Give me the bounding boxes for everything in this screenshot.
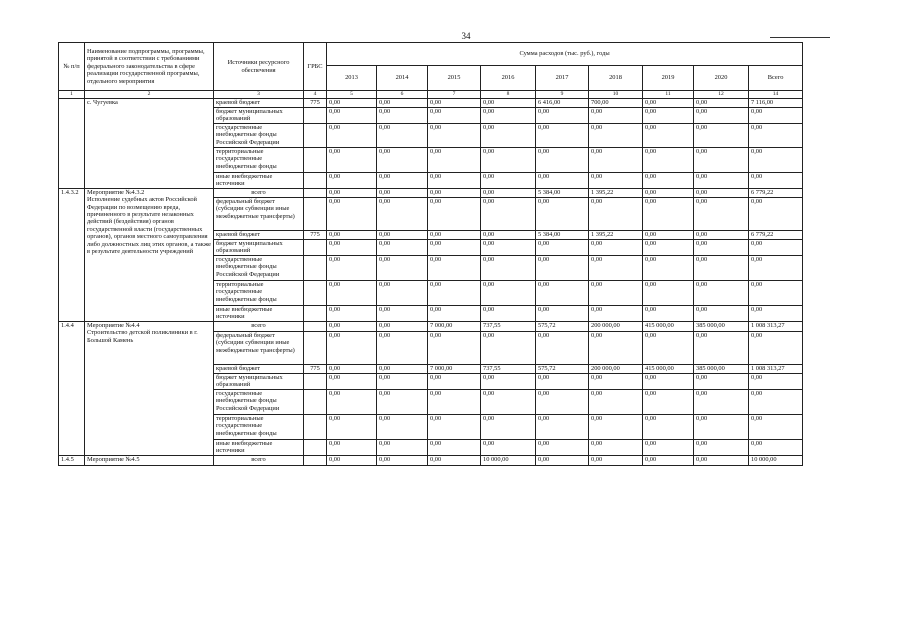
amount-cell: 0,00 xyxy=(428,173,481,189)
amount-cell: 0,00 xyxy=(749,108,803,124)
grbs-code: 775 xyxy=(304,231,327,240)
amount-cell: 0,00 xyxy=(589,306,643,322)
amount-cell: 0,00 xyxy=(749,390,803,415)
amount-cell: 0,00 xyxy=(643,390,694,415)
amount-cell: 0,00 xyxy=(327,108,377,124)
amount-cell: 0,00 xyxy=(327,415,377,440)
amount-cell: 0,00 xyxy=(536,306,589,322)
amount-cell: 415 000,00 xyxy=(643,365,694,374)
amount-cell: 0,00 xyxy=(749,198,803,231)
column-number: 9 xyxy=(536,91,589,99)
grbs-code: 775 xyxy=(304,99,327,108)
funding-source: краевой бюджет xyxy=(214,99,304,108)
amount-cell: 0,00 xyxy=(643,332,694,365)
amount-cell: 0,00 xyxy=(377,124,428,148)
funding-source: краевой бюджет xyxy=(214,365,304,374)
amount-cell: 0,00 xyxy=(481,99,536,108)
amount-cell: 0,00 xyxy=(327,374,377,390)
amount-cell: 7 000,00 xyxy=(428,365,481,374)
amount-cell: 0,00 xyxy=(589,281,643,306)
amount-cell: 0,00 xyxy=(428,99,481,108)
amount-cell: 0,00 xyxy=(536,390,589,415)
amount-cell: 575,72 xyxy=(536,322,589,332)
grbs-code xyxy=(304,173,327,189)
amount-cell: 0,00 xyxy=(536,124,589,148)
amount-cell: 1 008 313,27 xyxy=(749,322,803,332)
amount-cell: 0,00 xyxy=(694,148,749,173)
grbs-code xyxy=(304,415,327,440)
grbs-code xyxy=(304,281,327,306)
amount-cell: 0,00 xyxy=(428,440,481,456)
column-number: 4 xyxy=(304,91,327,99)
funding-source: территориальные государственные внебюджетные фонды xyxy=(214,281,304,306)
header-source: Источники ресурсного обеспечения xyxy=(214,43,304,91)
funding-source: территориальные государственные внебюджетные фонды xyxy=(214,415,304,440)
amount-cell: 0,00 xyxy=(536,148,589,173)
column-number: 5 xyxy=(327,91,377,99)
amount-cell: 575,72 xyxy=(536,365,589,374)
amount-cell: 0,00 xyxy=(694,415,749,440)
year-header: 2020 xyxy=(694,66,749,91)
amount-cell: 0,00 xyxy=(694,198,749,231)
amount-cell: 0,00 xyxy=(536,256,589,281)
amount-cell: 0,00 xyxy=(749,148,803,173)
amount-cell: 0,00 xyxy=(589,332,643,365)
amount-cell: 0,00 xyxy=(643,440,694,456)
amount-cell: 0,00 xyxy=(327,189,377,198)
funding-source: иные внебюджетные источники xyxy=(214,173,304,189)
amount-cell: 0,00 xyxy=(327,198,377,231)
amount-cell: 0,00 xyxy=(589,148,643,173)
amount-cell: 0,00 xyxy=(694,332,749,365)
column-number: 2 xyxy=(85,91,214,99)
grbs-code xyxy=(304,240,327,256)
grbs-code xyxy=(304,198,327,231)
amount-cell: 0,00 xyxy=(377,189,428,198)
item-name: Мероприятие №4.3.2 xyxy=(87,189,145,196)
amount-cell: 0,00 xyxy=(694,281,749,306)
table-body xyxy=(59,99,803,466)
amount-cell: 0,00 xyxy=(694,374,749,390)
item-description: Строительство детской поликлиники в г. Большой Камень xyxy=(87,329,198,344)
amount-cell: 0,00 xyxy=(481,173,536,189)
year-header: 2016 xyxy=(481,66,536,91)
amount-cell: 0,00 xyxy=(428,256,481,281)
amount-cell: 0,00 xyxy=(327,124,377,148)
item-name: Мероприятие №4.5 xyxy=(87,456,140,463)
column-number: 14 xyxy=(749,91,803,99)
amount-cell: 0,00 xyxy=(481,198,536,231)
funding-source: всего xyxy=(214,189,304,198)
amount-cell: 10 000,00 xyxy=(749,456,803,466)
amount-cell: 0,00 xyxy=(589,415,643,440)
amount-cell: 0,00 xyxy=(481,148,536,173)
funding-source: государственные внебюджетные фонды Российской Федерации xyxy=(214,256,304,281)
year-header: Всего xyxy=(749,66,803,91)
amount-cell: 6 416,00 xyxy=(536,99,589,108)
column-number: 11 xyxy=(643,91,694,99)
amount-cell: 0,00 xyxy=(481,189,536,198)
amount-cell: 0,00 xyxy=(481,440,536,456)
grbs-code: 775 xyxy=(304,365,327,374)
funding-source: государственные внебюджетные фонды Российской Федерации xyxy=(214,124,304,148)
amount-cell: 0,00 xyxy=(377,240,428,256)
amount-cell: 0,00 xyxy=(749,440,803,456)
grbs-code xyxy=(304,108,327,124)
amount-cell: 0,00 xyxy=(643,415,694,440)
amount-cell: 0,00 xyxy=(327,99,377,108)
amount-cell: 0,00 xyxy=(327,440,377,456)
item-name-cell xyxy=(85,99,214,189)
amount-cell: 6 779,22 xyxy=(749,231,803,240)
amount-cell: 0,00 xyxy=(536,415,589,440)
grbs-code xyxy=(304,256,327,281)
amount-cell: 0,00 xyxy=(694,256,749,281)
amount-cell: 0,00 xyxy=(327,240,377,256)
grbs-code xyxy=(304,332,327,365)
item-number: 1.4.5 xyxy=(59,456,85,466)
amount-cell: 0,00 xyxy=(377,256,428,281)
amount-cell: 0,00 xyxy=(643,281,694,306)
amount-cell: 0,00 xyxy=(643,240,694,256)
grbs-code xyxy=(304,374,327,390)
amount-cell: 0,00 xyxy=(749,281,803,306)
column-number: 3 xyxy=(214,91,304,99)
table-row xyxy=(59,99,803,108)
amount-cell: 0,00 xyxy=(377,198,428,231)
amount-cell: 0,00 xyxy=(481,374,536,390)
amount-cell: 0,00 xyxy=(377,332,428,365)
item-name-cell xyxy=(85,456,214,466)
item-number: 1.4.4 xyxy=(59,322,85,456)
grbs-code xyxy=(304,189,327,198)
amount-cell: 1 395,22 xyxy=(589,231,643,240)
amount-cell: 385 000,00 xyxy=(694,365,749,374)
amount-cell: 0,00 xyxy=(377,440,428,456)
column-number: 7 xyxy=(428,91,481,99)
amount-cell: 0,00 xyxy=(377,281,428,306)
amount-cell: 1 395,22 xyxy=(589,189,643,198)
amount-cell: 0,00 xyxy=(481,415,536,440)
amount-cell: 0,00 xyxy=(536,456,589,466)
amount-cell: 0,00 xyxy=(694,124,749,148)
amount-cell: 0,00 xyxy=(327,365,377,374)
amount-cell: 200 000,00 xyxy=(589,365,643,374)
grbs-code xyxy=(304,440,327,456)
amount-cell: 0,00 xyxy=(377,306,428,322)
amount-cell: 0,00 xyxy=(377,108,428,124)
header-rule xyxy=(770,37,830,38)
funding-source: бюджет муниципальных образований xyxy=(214,108,304,124)
amount-cell: 7 000,00 xyxy=(428,322,481,332)
amount-cell: 0,00 xyxy=(327,306,377,322)
item-number xyxy=(59,99,85,189)
amount-cell: 0,00 xyxy=(589,240,643,256)
funding-source: бюджет муниципальных образований xyxy=(214,240,304,256)
amount-cell: 0,00 xyxy=(589,390,643,415)
amount-cell: 0,00 xyxy=(589,440,643,456)
header-name: Наименование подпрограммы, программы, принятой в соответствии с требованиями федерального законодательства в сфере реализации государственной программы, отдельного мероприятия xyxy=(85,43,214,91)
amount-cell: 0,00 xyxy=(694,173,749,189)
amount-cell: 0,00 xyxy=(481,332,536,365)
grbs-code xyxy=(304,322,327,332)
amount-cell: 737,55 xyxy=(481,365,536,374)
amount-cell: 0,00 xyxy=(749,124,803,148)
amount-cell: 0,00 xyxy=(643,306,694,322)
amount-cell: 0,00 xyxy=(481,256,536,281)
amount-cell: 0,00 xyxy=(481,240,536,256)
funding-source: иные внебюджетные источники xyxy=(214,306,304,322)
amount-cell: 0,00 xyxy=(589,108,643,124)
amount-cell: 0,00 xyxy=(589,374,643,390)
amount-cell: 0,00 xyxy=(589,173,643,189)
amount-cell: 0,00 xyxy=(694,99,749,108)
amount-cell: 0,00 xyxy=(694,231,749,240)
amount-cell: 0,00 xyxy=(327,332,377,365)
item-number: 1.4.3.2 xyxy=(59,189,85,322)
amount-cell: 0,00 xyxy=(377,322,428,332)
amount-cell: 10 000,00 xyxy=(481,456,536,466)
amount-cell: 0,00 xyxy=(428,374,481,390)
amount-cell: 0,00 xyxy=(377,173,428,189)
amount-cell: 0,00 xyxy=(377,456,428,466)
amount-cell: 0,00 xyxy=(589,124,643,148)
amount-cell: 0,00 xyxy=(428,390,481,415)
year-header: 2013 xyxy=(327,66,377,91)
budget-table xyxy=(58,42,803,466)
amount-cell: 0,00 xyxy=(428,240,481,256)
amount-cell: 415 000,00 xyxy=(643,322,694,332)
item-description: Исполнение судебных актов Российской Федерации по возмещению вреда, причиненного в результате незаконных действий (бездействия) органов государственной власти (государственных органов), органов местного самоуправления либо должностных лиц этих органов, а также в результате деятельности учреждений xyxy=(87,196,211,255)
amount-cell: 0,00 xyxy=(428,124,481,148)
amount-cell: 5 384,00 xyxy=(536,189,589,198)
amount-cell: 0,00 xyxy=(694,456,749,466)
grbs-code xyxy=(304,390,327,415)
header-num: № п/п xyxy=(59,43,85,91)
funding-source: бюджет муниципальных образований xyxy=(214,374,304,390)
amount-cell: 0,00 xyxy=(643,374,694,390)
header-sum: Сумма расходов (тыс. руб.), годы xyxy=(327,43,803,66)
amount-cell: 7 116,00 xyxy=(749,99,803,108)
year-header: 2015 xyxy=(428,66,481,91)
amount-cell: 0,00 xyxy=(694,306,749,322)
amount-cell: 385 000,00 xyxy=(694,322,749,332)
grbs-code xyxy=(304,306,327,322)
amount-cell: 0,00 xyxy=(428,306,481,322)
funding-source: федеральный бюджет (субсидии субвенции иные межбюджетные трансферты) xyxy=(214,198,304,231)
amount-cell: 1 008 313,27 xyxy=(749,365,803,374)
amount-cell: 0,00 xyxy=(428,415,481,440)
amount-cell: 0,00 xyxy=(428,231,481,240)
amount-cell: 0,00 xyxy=(327,256,377,281)
amount-cell: 0,00 xyxy=(694,108,749,124)
amount-cell: 737,55 xyxy=(481,322,536,332)
column-number: 6 xyxy=(377,91,428,99)
amount-cell: 0,00 xyxy=(377,148,428,173)
column-number: 8 xyxy=(481,91,536,99)
amount-cell: 0,00 xyxy=(749,374,803,390)
item-name: Мероприятие №4.4 xyxy=(87,322,140,329)
amount-cell: 0,00 xyxy=(643,148,694,173)
amount-cell: 0,00 xyxy=(536,198,589,231)
amount-cell: 0,00 xyxy=(643,198,694,231)
amount-cell: 5 384,00 xyxy=(536,231,589,240)
amount-cell: 0,00 xyxy=(377,231,428,240)
amount-cell: 0,00 xyxy=(481,124,536,148)
amount-cell: 0,00 xyxy=(749,173,803,189)
amount-cell: 0,00 xyxy=(694,390,749,415)
grbs-code xyxy=(304,148,327,173)
year-header: 2019 xyxy=(643,66,694,91)
amount-cell: 0,00 xyxy=(481,231,536,240)
amount-cell: 0,00 xyxy=(327,281,377,306)
table-row xyxy=(59,456,803,466)
funding-source: всего xyxy=(214,456,304,466)
amount-cell: 700,00 xyxy=(589,99,643,108)
column-numbers-row xyxy=(59,91,803,99)
grbs-code xyxy=(304,124,327,148)
amount-cell: 0,00 xyxy=(536,240,589,256)
amount-cell: 0,00 xyxy=(377,390,428,415)
amount-cell: 0,00 xyxy=(327,390,377,415)
amount-cell: 0,00 xyxy=(536,173,589,189)
item-name: с. Чугуевка xyxy=(87,99,118,106)
funding-source: всего xyxy=(214,322,304,332)
table-row xyxy=(59,322,803,332)
amount-cell: 0,00 xyxy=(643,124,694,148)
column-number: 12 xyxy=(694,91,749,99)
table-row xyxy=(59,189,803,198)
funding-source: территориальные государственные внебюджетные фонды xyxy=(214,148,304,173)
amount-cell: 0,00 xyxy=(327,148,377,173)
amount-cell: 0,00 xyxy=(481,390,536,415)
funding-source: краевой бюджет xyxy=(214,231,304,240)
amount-cell: 0,00 xyxy=(749,415,803,440)
amount-cell: 0,00 xyxy=(694,240,749,256)
amount-cell: 0,00 xyxy=(589,198,643,231)
year-header: 2017 xyxy=(536,66,589,91)
amount-cell: 0,00 xyxy=(377,99,428,108)
amount-cell: 0,00 xyxy=(327,456,377,466)
amount-cell: 0,00 xyxy=(643,256,694,281)
amount-cell: 0,00 xyxy=(377,374,428,390)
funding-source: иные внебюджетные источники xyxy=(214,440,304,456)
year-header: 2014 xyxy=(377,66,428,91)
amount-cell: 0,00 xyxy=(428,456,481,466)
amount-cell: 200 000,00 xyxy=(589,322,643,332)
amount-cell: 0,00 xyxy=(428,281,481,306)
amount-cell: 0,00 xyxy=(377,415,428,440)
amount-cell: 0,00 xyxy=(643,99,694,108)
item-name-cell xyxy=(85,189,214,322)
amount-cell: 0,00 xyxy=(643,108,694,124)
amount-cell: 0,00 xyxy=(536,108,589,124)
amount-cell: 0,00 xyxy=(589,256,643,281)
amount-cell: 0,00 xyxy=(428,148,481,173)
amount-cell: 0,00 xyxy=(481,108,536,124)
amount-cell: 0,00 xyxy=(749,306,803,322)
item-name-cell xyxy=(85,322,214,456)
amount-cell: 0,00 xyxy=(643,456,694,466)
amount-cell: 0,00 xyxy=(694,440,749,456)
amount-cell: 0,00 xyxy=(536,440,589,456)
amount-cell: 0,00 xyxy=(377,365,428,374)
amount-cell: 0,00 xyxy=(536,281,589,306)
funding-source: федеральный бюджет (субсидии субвенции иные межбюджетные трансферты) xyxy=(214,332,304,365)
amount-cell: 0,00 xyxy=(643,231,694,240)
amount-cell: 0,00 xyxy=(643,173,694,189)
amount-cell: 0,00 xyxy=(428,108,481,124)
amount-cell: 0,00 xyxy=(749,332,803,365)
page-number: 34 xyxy=(461,31,471,41)
amount-cell: 0,00 xyxy=(428,332,481,365)
amount-cell: 0,00 xyxy=(428,189,481,198)
amount-cell: 0,00 xyxy=(749,240,803,256)
column-number: 10 xyxy=(589,91,643,99)
grbs-code xyxy=(304,456,327,466)
amount-cell: 6 779,22 xyxy=(749,189,803,198)
amount-cell: 0,00 xyxy=(481,281,536,306)
amount-cell: 0,00 xyxy=(327,231,377,240)
amount-cell: 0,00 xyxy=(643,189,694,198)
amount-cell: 0,00 xyxy=(749,256,803,281)
amount-cell: 0,00 xyxy=(428,198,481,231)
amount-cell: 0,00 xyxy=(327,322,377,332)
year-header: 2018 xyxy=(589,66,643,91)
amount-cell: 0,00 xyxy=(327,173,377,189)
column-number: 1 xyxy=(59,91,85,99)
amount-cell: 0,00 xyxy=(536,332,589,365)
funding-source: государственные внебюджетные фонды Российской Федерации xyxy=(214,390,304,415)
amount-cell: 0,00 xyxy=(536,374,589,390)
amount-cell: 0,00 xyxy=(481,306,536,322)
amount-cell: 0,00 xyxy=(589,456,643,466)
header-grbs: ГРБС xyxy=(304,43,327,91)
amount-cell: 0,00 xyxy=(694,189,749,198)
